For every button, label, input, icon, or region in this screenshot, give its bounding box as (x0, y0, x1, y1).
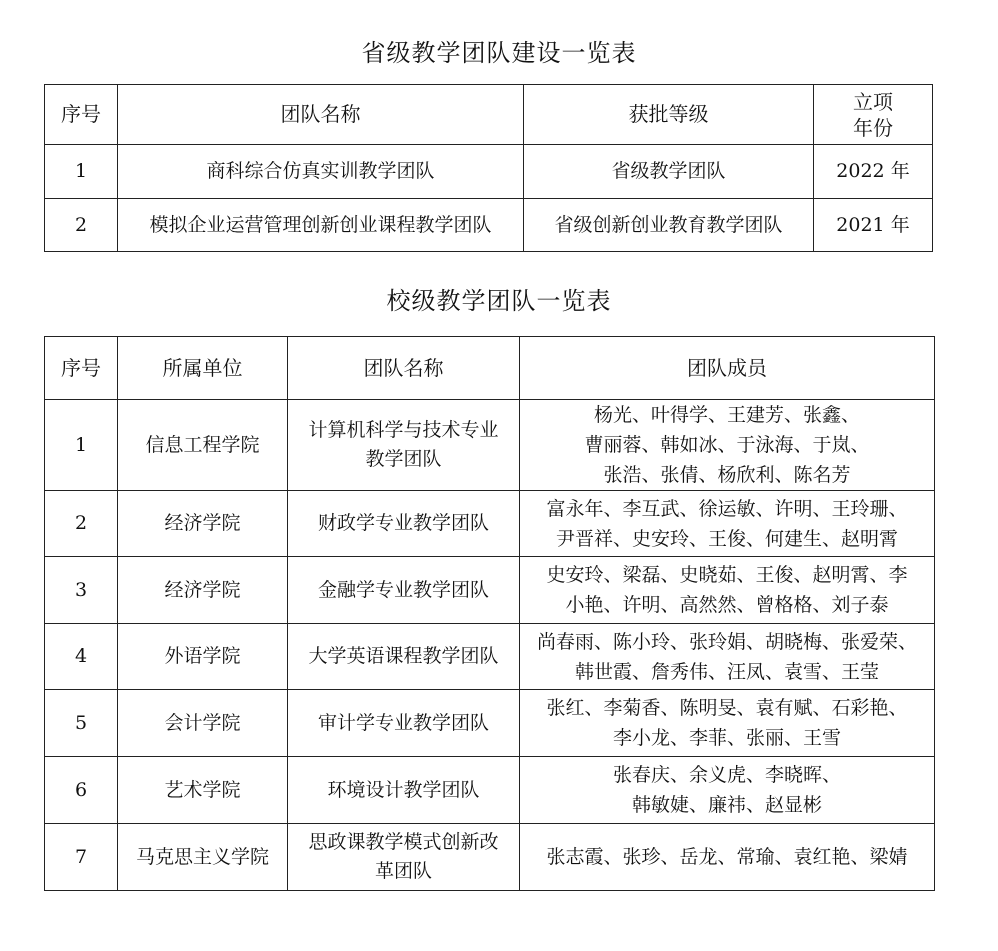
row-no: 2 (45, 491, 118, 557)
table-header-row (45, 337, 935, 400)
row-unit: 信息工程学院 (118, 400, 288, 491)
row-level: 省级创新创业教育教学团队 (524, 199, 814, 252)
table-row (45, 145, 933, 199)
row-team-name (288, 757, 520, 824)
row-members (520, 824, 935, 891)
team-name-line: 金融学专业教学团队 (317, 578, 489, 601)
table-row (45, 624, 935, 690)
row-members (520, 690, 935, 757)
provincial-teams-table (44, 84, 933, 252)
row-team-name: 模拟企业运营管理创新创业课程教学团队 (118, 199, 524, 252)
member-line: 张浩、张倩、杨欣利、陈名芳 (603, 464, 851, 486)
team-name-line: 财政学专业教学团队 (317, 512, 489, 534)
member-line: 尹晋祥、史安玲、王俊、何建生、赵明霄 (555, 527, 898, 550)
row-level: 省级教学团队 (524, 145, 814, 199)
row-members (520, 757, 935, 824)
table-row (45, 757, 935, 824)
table-row (45, 690, 935, 757)
header-year (814, 85, 933, 145)
member-line: 史安玲、梁磊、史晓茹、王俊、赵明霄、李 (546, 564, 908, 586)
school-teams-table (44, 336, 935, 891)
row-team-name: 商科综合仿真实训教学团队 (118, 145, 524, 199)
member-line: 尚春雨、陈小玲、张玲娟、胡晓梅、张爱荣、 (536, 630, 917, 653)
row-members (520, 557, 935, 624)
member-line: 曹丽蓉、韩如冰、于泳海、于岚、 (584, 434, 870, 456)
row-members (520, 400, 935, 491)
row-team-name (288, 400, 520, 491)
table-row (45, 199, 933, 252)
row-team-name (288, 491, 520, 557)
header-team-name: 团队名称 (288, 337, 520, 400)
row-unit: 会计学院 (118, 690, 288, 757)
member-line: 杨光、叶得学、王建芳、张鑫、 (593, 404, 860, 426)
header-level: 获批等级 (524, 85, 814, 145)
team-name-line: 审计学专业教学团队 (317, 711, 489, 734)
provincial-table-title: 省级教学团队建设一览表 (361, 39, 637, 67)
header-year-line1: 立项 (853, 89, 893, 114)
row-team-name (288, 624, 520, 690)
row-no: 1 (45, 400, 118, 491)
team-name-line: 革团队 (374, 860, 432, 882)
school-table-title: 校级教学团队一览表 (386, 287, 612, 315)
row-no: 3 (45, 557, 118, 624)
row-unit: 艺术学院 (118, 757, 288, 824)
header-year-line2: 年份 (853, 115, 893, 140)
member-line: 富永年、李互武、徐运敏、许明、王玲珊、 (546, 497, 908, 520)
team-name-line: 教学团队 (365, 448, 442, 470)
table-row (45, 400, 935, 491)
member-line: 小艳、许明、高然然、曾格格、刘子泰 (565, 594, 889, 616)
header-no: 序号 (45, 337, 118, 400)
member-line: 韩世霞、詹秀伟、汪凤、袁雪、王莹 (574, 660, 879, 683)
row-year: 2021 年 (814, 199, 933, 252)
row-unit: 外语学院 (118, 624, 288, 690)
team-name-line: 思政课教学模式创新改 (308, 831, 499, 853)
row-members (520, 624, 935, 690)
row-unit: 经济学院 (118, 557, 288, 624)
header-members: 团队成员 (520, 337, 935, 400)
row-members (520, 491, 935, 557)
row-no: 7 (45, 824, 118, 891)
table-header-row (45, 85, 933, 145)
row-no: 4 (45, 624, 118, 690)
row-team-name (288, 557, 520, 624)
team-name-line: 计算机科学与技术专业 (308, 419, 499, 441)
team-name-line: 大学英语课程教学团队 (308, 645, 499, 667)
row-no: 2 (45, 199, 118, 252)
row-unit: 马克思主义学院 (118, 824, 288, 891)
table-row (45, 491, 935, 557)
header-no: 序号 (45, 85, 118, 145)
member-line: 张红、李菊香、陈明旻、袁有赋、石彩艳、 (546, 697, 908, 719)
row-no: 5 (45, 690, 118, 757)
row-year: 2022 年 (814, 145, 933, 199)
row-unit: 经济学院 (118, 491, 288, 557)
member-line: 韩敏婕、廉祎、赵显彬 (631, 794, 822, 816)
header-team-name: 团队名称 (118, 85, 524, 145)
row-no: 6 (45, 757, 118, 824)
row-no: 1 (45, 145, 118, 199)
member-line: 张春庆、余义虎、李晓晖、 (612, 764, 841, 786)
row-team-name (288, 824, 520, 891)
table-row (45, 557, 935, 624)
table-row (45, 824, 935, 891)
member-line: 张志霞、张珍、岳龙、常瑜、袁红艳、梁婧 (546, 846, 908, 868)
row-team-name (288, 690, 520, 757)
team-name-line: 环境设计教学团队 (327, 778, 480, 801)
header-unit: 所属单位 (118, 337, 288, 400)
member-line: 李小龙、李菲、张丽、王雪 (612, 727, 841, 749)
